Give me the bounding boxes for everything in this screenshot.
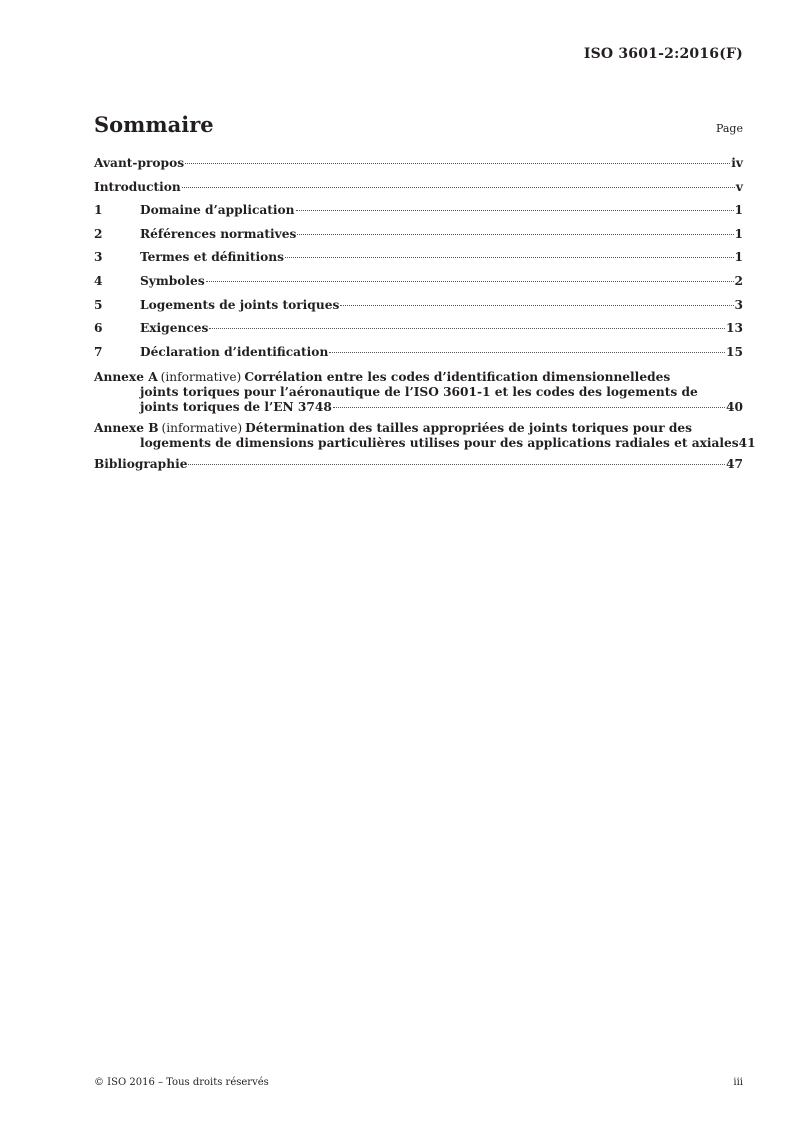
page-column-label: Page bbox=[715, 122, 743, 135]
dot-leader bbox=[296, 210, 734, 211]
toc-entry-page: 41 bbox=[738, 436, 756, 451]
dot-leader bbox=[329, 352, 725, 353]
toc-entry-page: 15 bbox=[726, 344, 743, 359]
toc-entry-title: Déclaration d’identification bbox=[140, 344, 329, 359]
page-number: iii bbox=[733, 1077, 743, 1088]
annex-title-line: Détermination des tailles appropriées de joints toriques pour des bbox=[245, 421, 693, 436]
document-id: ISO 3601-2:2016(F) bbox=[583, 46, 743, 62]
page-footer bbox=[94, 1077, 743, 1088]
annex-qualifier: (informative) bbox=[160, 370, 242, 385]
toc-entry-page: iv bbox=[731, 156, 743, 170]
toc-entry-title: Domaine d’application bbox=[140, 203, 295, 218]
toc-entry-introduction[interactable] bbox=[94, 180, 743, 204]
annex-title-line: joints toriques de l’EN 3748 bbox=[140, 400, 332, 415]
annex-label: Annexe B bbox=[94, 421, 159, 436]
toc-entry-title: Bibliographie bbox=[94, 457, 188, 472]
table-of-contents bbox=[94, 156, 756, 481]
annex-title-line: logements de dimensions particulières utilises pour des applications radiales et axiales bbox=[140, 436, 739, 451]
dot-leader bbox=[188, 464, 725, 465]
toc-entry-page: 40 bbox=[726, 400, 743, 415]
dot-leader bbox=[297, 234, 733, 235]
dot-leader bbox=[285, 257, 734, 258]
dot-leader bbox=[333, 407, 725, 408]
toc-entry-title: Introduction bbox=[94, 179, 181, 194]
toc-entry-title: Avant-propos bbox=[94, 156, 185, 170]
toc-entry-1[interactable] bbox=[94, 203, 743, 227]
toc-entry-page: 3 bbox=[734, 297, 743, 312]
toc-entry-page: 1 bbox=[734, 250, 743, 265]
annex-label: Annexe A bbox=[94, 370, 158, 385]
dot-leader bbox=[340, 305, 733, 306]
dot-leader bbox=[185, 163, 730, 164]
annex-title-line: Corrélation entre les codes d’identification dimensionnelledes bbox=[244, 370, 671, 385]
toc-entry-number: 5 bbox=[94, 297, 103, 312]
toc-entry-number: 6 bbox=[94, 321, 103, 336]
copyright-notice: © ISO 2016 – Tous droits réservés bbox=[94, 1077, 269, 1088]
toc-entry-title: Termes et définitions bbox=[140, 250, 284, 265]
toc-entry-6[interactable] bbox=[94, 321, 743, 345]
toc-entry-number: 2 bbox=[94, 226, 103, 241]
toc-entry-annex-b[interactable] bbox=[94, 421, 756, 451]
toc-entry-avant-propos[interactable] bbox=[94, 156, 743, 180]
toc-entry-2[interactable] bbox=[94, 227, 743, 251]
annex-qualifier: (informative) bbox=[161, 421, 243, 436]
toc-entry-7[interactable] bbox=[94, 345, 743, 369]
annex-title-line: joints toriques pour l’aéronautique de l’ISO 3601-1 et les codes des logements de bbox=[140, 385, 698, 400]
toc-entry-title: Références normatives bbox=[140, 226, 297, 241]
toc-entry-5[interactable] bbox=[94, 298, 743, 322]
dot-leader bbox=[206, 281, 734, 282]
toc-entry-number: 1 bbox=[94, 203, 103, 218]
toc-entry-annex-a[interactable] bbox=[94, 370, 743, 415]
dot-leader bbox=[209, 328, 725, 329]
toc-entry-page: 13 bbox=[726, 321, 743, 336]
toc-entry-page: 47 bbox=[726, 457, 743, 472]
toc-entry-page: 1 bbox=[734, 226, 743, 241]
toc-entry-number: 7 bbox=[94, 344, 103, 359]
toc-entry-number: 4 bbox=[94, 273, 103, 288]
toc-entry-page: 2 bbox=[734, 273, 743, 288]
toc-entry-bibliographie[interactable] bbox=[94, 457, 743, 481]
toc-header bbox=[94, 112, 743, 137]
toc-entry-title: Exigences bbox=[140, 321, 209, 336]
toc-entry-title: Logements de joints toriques bbox=[140, 297, 340, 312]
toc-entry-number: 3 bbox=[94, 250, 103, 265]
page-title: Sommaire bbox=[94, 112, 214, 137]
dot-leader bbox=[182, 187, 735, 188]
toc-entry-page: v bbox=[735, 179, 743, 194]
toc-entry-title: Symboles bbox=[140, 273, 205, 288]
toc-entry-page: 1 bbox=[734, 203, 743, 218]
toc-entry-3[interactable] bbox=[94, 250, 743, 274]
toc-entry-4[interactable] bbox=[94, 274, 743, 298]
